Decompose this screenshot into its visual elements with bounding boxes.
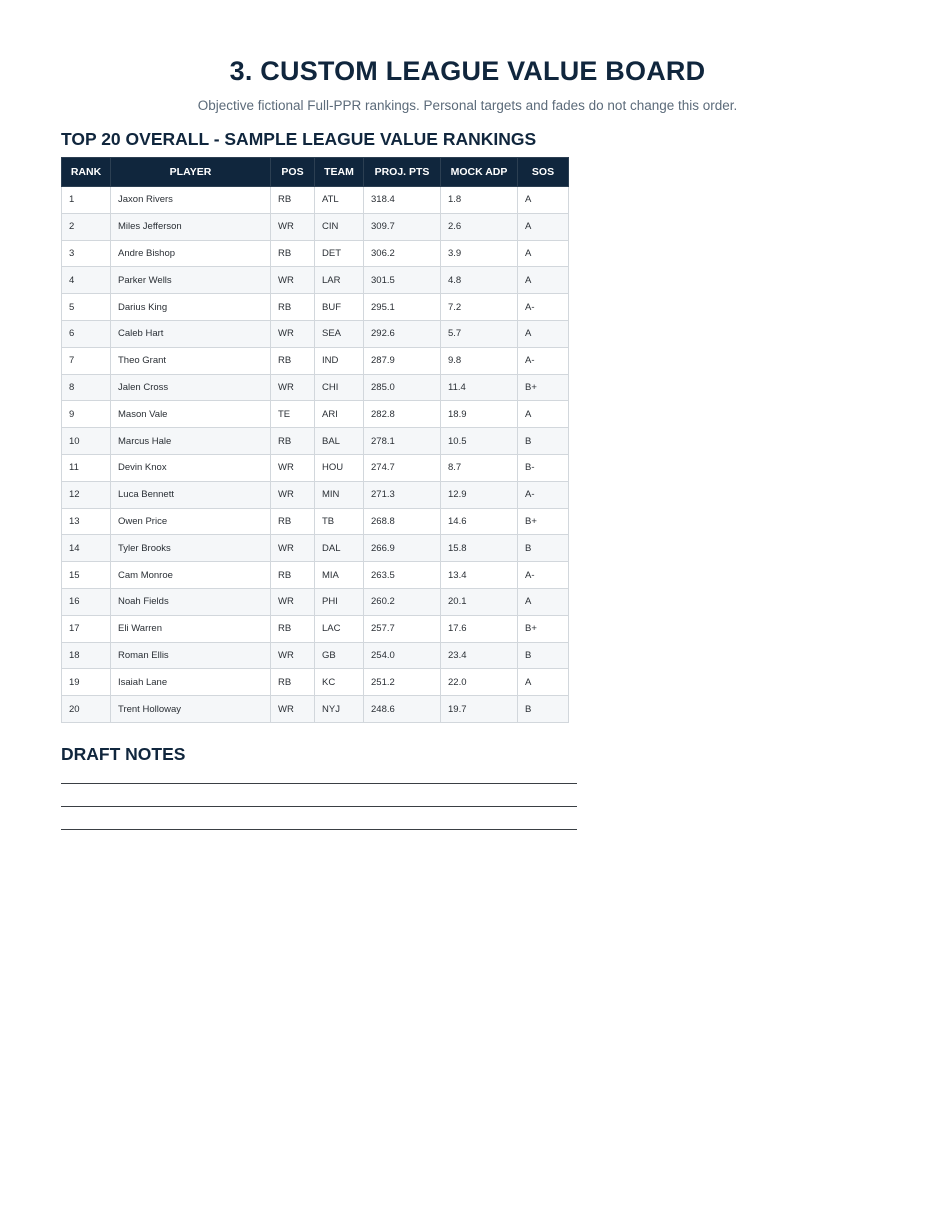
mock-adp-cell: 12.9 — [441, 481, 518, 508]
player-cell: Owen Price — [111, 508, 271, 535]
proj-pts-cell: 282.8 — [364, 401, 441, 428]
player-cell: Trent Holloway — [111, 696, 271, 723]
sos-cell: A- — [518, 294, 569, 321]
team-cell: GB — [315, 642, 364, 669]
rank-cell: 2 — [62, 213, 111, 240]
player-cell: Caleb Hart — [111, 320, 271, 347]
sos-cell: A- — [518, 481, 569, 508]
table-row — [62, 481, 569, 508]
pos-cell: WR — [271, 535, 315, 562]
rank-cell: 10 — [62, 428, 111, 455]
proj-pts-cell: 309.7 — [364, 213, 441, 240]
table-row — [62, 294, 569, 321]
pos-cell: RB — [271, 669, 315, 696]
column-header-rank: RANK — [62, 158, 111, 187]
rank-cell: 7 — [62, 347, 111, 374]
proj-pts-cell: 287.9 — [364, 347, 441, 374]
proj-pts-cell: 306.2 — [364, 240, 441, 267]
player-cell: Darius King — [111, 294, 271, 321]
pos-cell: RB — [271, 187, 315, 214]
sos-cell: B — [518, 642, 569, 669]
sos-cell: B — [518, 428, 569, 455]
proj-pts-cell: 274.7 — [364, 454, 441, 481]
team-cell: CHI — [315, 374, 364, 401]
proj-pts-cell: 292.6 — [364, 320, 441, 347]
column-header-mock-adp: MOCK ADP — [441, 158, 518, 187]
team-cell: PHI — [315, 588, 364, 615]
mock-adp-cell: 10.5 — [441, 428, 518, 455]
player-cell: Jaxon Rivers — [111, 187, 271, 214]
proj-pts-cell: 257.7 — [364, 615, 441, 642]
sos-cell: A — [518, 401, 569, 428]
player-cell: Marcus Hale — [111, 428, 271, 455]
proj-pts-cell: 295.1 — [364, 294, 441, 321]
rank-cell: 12 — [62, 481, 111, 508]
rank-cell: 17 — [62, 615, 111, 642]
mock-adp-cell: 22.0 — [441, 669, 518, 696]
player-cell: Cam Monroe — [111, 562, 271, 589]
table-row — [62, 588, 569, 615]
sos-cell: A — [518, 320, 569, 347]
player-cell: Luca Bennett — [111, 481, 271, 508]
pos-cell: RB — [271, 347, 315, 374]
table-row — [62, 267, 569, 294]
team-cell: ARI — [315, 401, 364, 428]
mock-adp-cell: 9.8 — [441, 347, 518, 374]
sos-cell: B+ — [518, 615, 569, 642]
proj-pts-cell: 248.6 — [364, 696, 441, 723]
pos-cell: WR — [271, 320, 315, 347]
pos-cell: TE — [271, 401, 315, 428]
rank-cell: 11 — [62, 454, 111, 481]
page-title: 3. CUSTOM LEAGUE VALUE BOARD — [229, 56, 706, 86]
team-cell: DET — [315, 240, 364, 267]
pos-cell: WR — [271, 481, 315, 508]
column-header-team: TEAM — [315, 158, 364, 187]
table-row — [62, 187, 569, 214]
column-header-sos: SOS — [518, 158, 569, 187]
rank-cell: 3 — [62, 240, 111, 267]
sos-cell: A- — [518, 347, 569, 374]
table-row — [62, 615, 569, 642]
pos-cell: RB — [271, 294, 315, 321]
mock-adp-cell: 8.7 — [441, 454, 518, 481]
table-row — [62, 562, 569, 589]
pos-cell: RB — [271, 615, 315, 642]
sos-cell: B- — [518, 454, 569, 481]
proj-pts-cell: 263.5 — [364, 562, 441, 589]
table-row — [62, 535, 569, 562]
sos-cell: A — [518, 240, 569, 267]
rank-cell: 15 — [62, 562, 111, 589]
rank-cell: 19 — [62, 669, 111, 696]
rankings-heading: TOP 20 OVERALL - SAMPLE LEAGUE VALUE RANKINGS — [61, 129, 537, 149]
table-row — [62, 428, 569, 455]
team-cell: LAC — [315, 615, 364, 642]
sos-cell: A — [518, 213, 569, 240]
player-cell: Isaiah Lane — [111, 669, 271, 696]
team-cell: IND — [315, 347, 364, 374]
pos-cell: WR — [271, 696, 315, 723]
rank-cell: 1 — [62, 187, 111, 214]
table-row — [62, 320, 569, 347]
team-cell: DAL — [315, 535, 364, 562]
table-row — [62, 401, 569, 428]
mock-adp-cell: 18.9 — [441, 401, 518, 428]
team-cell: TB — [315, 508, 364, 535]
mock-adp-cell: 2.6 — [441, 213, 518, 240]
proj-pts-cell: 285.0 — [364, 374, 441, 401]
proj-pts-cell: 271.3 — [364, 481, 441, 508]
mock-adp-cell: 4.8 — [441, 267, 518, 294]
rank-cell: 5 — [62, 294, 111, 321]
rank-cell: 18 — [62, 642, 111, 669]
rank-cell: 13 — [62, 508, 111, 535]
mock-adp-cell: 1.8 — [441, 187, 518, 214]
rank-cell: 9 — [62, 401, 111, 428]
team-cell: NYJ — [315, 696, 364, 723]
pos-cell: RB — [271, 240, 315, 267]
rank-cell: 4 — [62, 267, 111, 294]
team-cell: ATL — [315, 187, 364, 214]
team-cell: LAR — [315, 267, 364, 294]
pos-cell: RB — [271, 508, 315, 535]
table-row — [62, 642, 569, 669]
pos-cell: WR — [271, 374, 315, 401]
mock-adp-cell: 15.8 — [441, 535, 518, 562]
player-cell: Jalen Cross — [111, 374, 271, 401]
proj-pts-cell: 260.2 — [364, 588, 441, 615]
mock-adp-cell: 17.6 — [441, 615, 518, 642]
team-cell: MIN — [315, 481, 364, 508]
mock-adp-cell: 11.4 — [441, 374, 518, 401]
pos-cell: WR — [271, 588, 315, 615]
team-cell: BAL — [315, 428, 364, 455]
mock-adp-cell: 19.7 — [441, 696, 518, 723]
mock-adp-cell: 3.9 — [441, 240, 518, 267]
column-header-pos: POS — [271, 158, 315, 187]
mock-adp-cell: 13.4 — [441, 562, 518, 589]
player-cell: Andre Bishop — [111, 240, 271, 267]
sos-cell: B+ — [518, 374, 569, 401]
proj-pts-cell: 318.4 — [364, 187, 441, 214]
player-cell: Noah Fields — [111, 588, 271, 615]
rank-cell: 6 — [62, 320, 111, 347]
rankings-table — [61, 157, 569, 723]
table-row — [62, 213, 569, 240]
mock-adp-cell: 20.1 — [441, 588, 518, 615]
team-cell: SEA — [315, 320, 364, 347]
proj-pts-cell: 278.1 — [364, 428, 441, 455]
pos-cell: WR — [271, 454, 315, 481]
note-line — [61, 806, 577, 807]
player-cell: Eli Warren — [111, 615, 271, 642]
player-cell: Miles Jefferson — [111, 213, 271, 240]
table-row — [62, 374, 569, 401]
mock-adp-cell: 23.4 — [441, 642, 518, 669]
pos-cell: WR — [271, 267, 315, 294]
proj-pts-cell: 266.9 — [364, 535, 441, 562]
rank-cell: 14 — [62, 535, 111, 562]
proj-pts-cell: 254.0 — [364, 642, 441, 669]
player-cell: Tyler Brooks — [111, 535, 271, 562]
page-subtitle: Objective fictional Full-PPR rankings. Personal targets and fades do not change this order. — [197, 98, 738, 113]
sos-cell: B+ — [518, 508, 569, 535]
mock-adp-cell: 14.6 — [441, 508, 518, 535]
table-row — [62, 240, 569, 267]
sos-cell: B — [518, 696, 569, 723]
pos-cell: WR — [271, 213, 315, 240]
rank-cell: 16 — [62, 588, 111, 615]
table-row — [62, 347, 569, 374]
sos-cell: A — [518, 669, 569, 696]
mock-adp-cell: 7.2 — [441, 294, 518, 321]
sos-cell: A — [518, 187, 569, 214]
player-cell: Theo Grant — [111, 347, 271, 374]
pos-cell: RB — [271, 562, 315, 589]
proj-pts-cell: 301.5 — [364, 267, 441, 294]
pos-cell: WR — [271, 642, 315, 669]
pos-cell: RB — [271, 428, 315, 455]
mock-adp-cell: 5.7 — [441, 320, 518, 347]
proj-pts-cell: 268.8 — [364, 508, 441, 535]
column-header-player: PLAYER — [111, 158, 271, 187]
team-cell: CIN — [315, 213, 364, 240]
team-cell: BUF — [315, 294, 364, 321]
proj-pts-cell: 251.2 — [364, 669, 441, 696]
note-line — [61, 829, 577, 830]
draft-notes-heading: DRAFT NOTES — [61, 744, 186, 764]
rank-cell: 8 — [62, 374, 111, 401]
team-cell: HOU — [315, 454, 364, 481]
player-cell: Devin Knox — [111, 454, 271, 481]
player-cell: Parker Wells — [111, 267, 271, 294]
note-line — [61, 783, 577, 784]
table-row — [62, 454, 569, 481]
sos-cell: A — [518, 588, 569, 615]
column-header-proj-pts: PROJ. PTS — [364, 158, 441, 187]
sos-cell: A — [518, 267, 569, 294]
team-cell: KC — [315, 669, 364, 696]
table-row — [62, 696, 569, 723]
player-cell: Roman Ellis — [111, 642, 271, 669]
sos-cell: A- — [518, 562, 569, 589]
table-header-row — [62, 158, 569, 187]
player-cell: Mason Vale — [111, 401, 271, 428]
rankings-table-body — [62, 187, 569, 723]
team-cell: MIA — [315, 562, 364, 589]
sos-cell: B — [518, 535, 569, 562]
table-row — [62, 669, 569, 696]
table-row — [62, 508, 569, 535]
rank-cell: 20 — [62, 696, 111, 723]
